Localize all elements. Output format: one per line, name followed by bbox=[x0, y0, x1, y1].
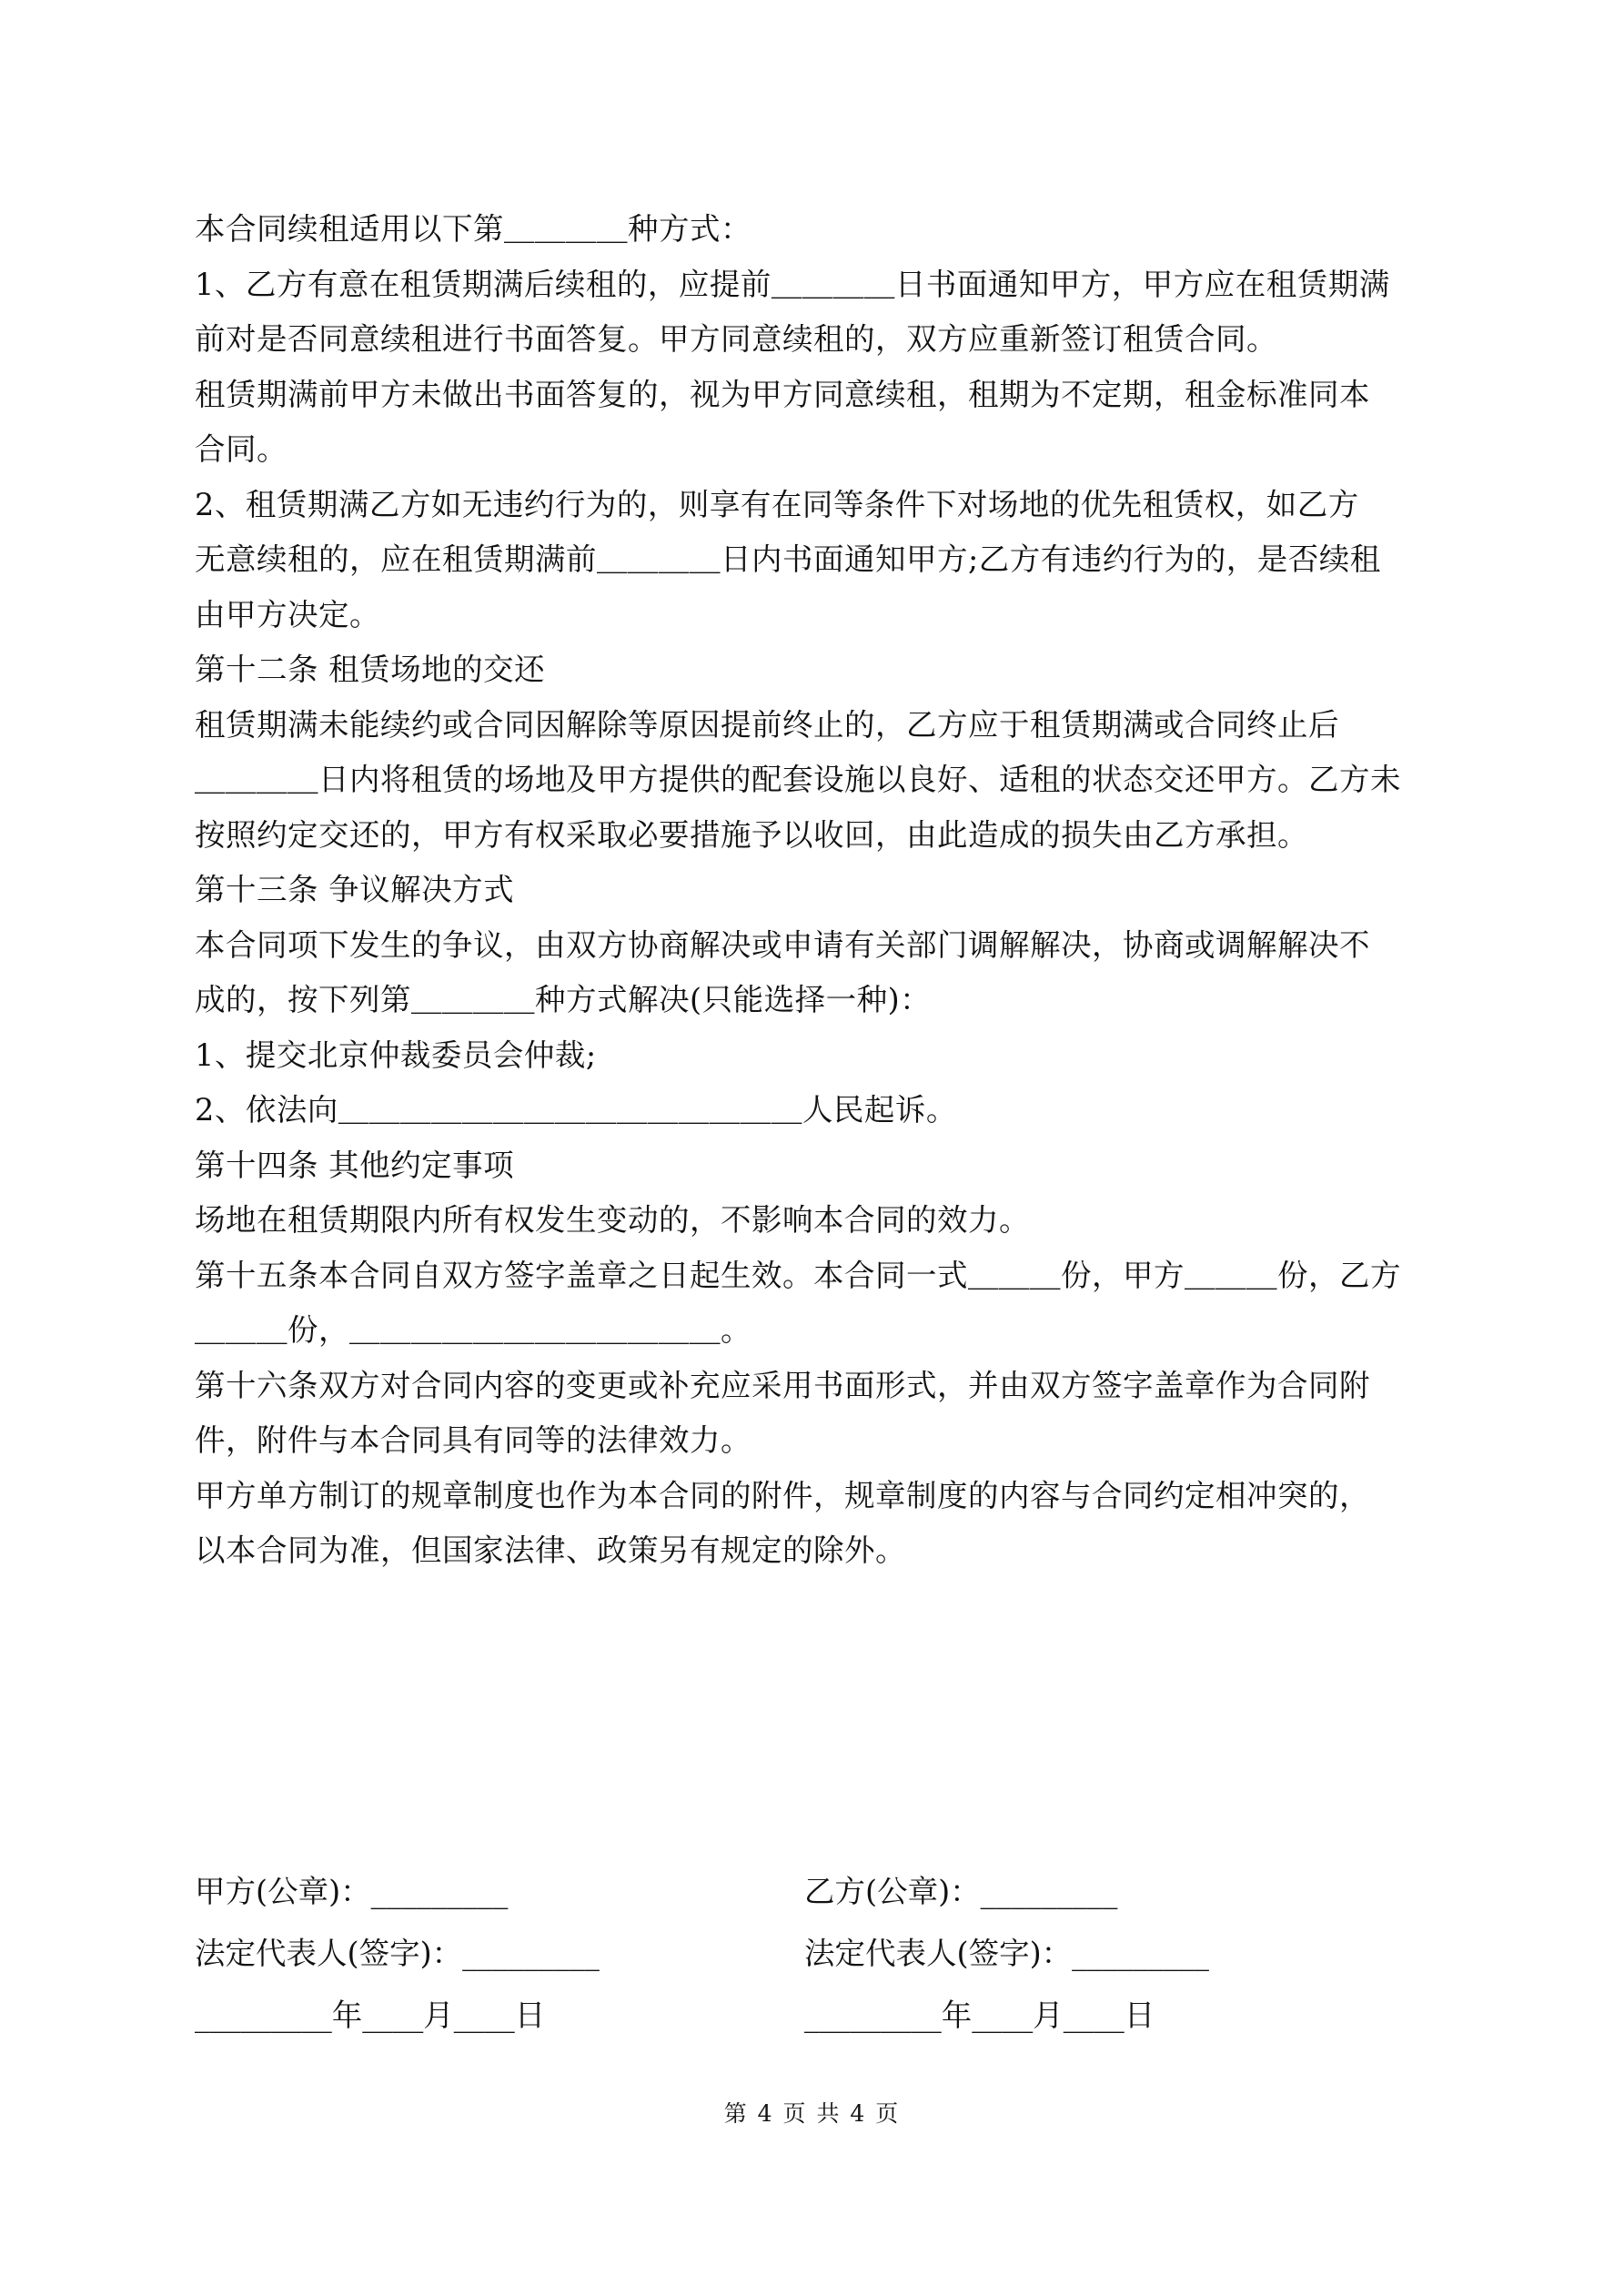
text-line: ＿＿＿＿日内将租赁的场地及甲方提供的配套设施以良好、适租的状态交还甲方。乙方未 bbox=[195, 762, 1401, 797]
seal-row bbox=[195, 1861, 1439, 1923]
section-heading: 第十三条 争议解决方式 bbox=[195, 872, 515, 907]
text-line: ＿＿＿份，＿＿＿＿＿＿＿＿＿＿＿＿。 bbox=[195, 1312, 751, 1348]
party-a-representative-field: 法定代表人(签字)：_________ bbox=[195, 1936, 600, 1971]
text-line: 租赁期满未能续约或合同因解除等原因提前终止的，乙方应于租赁期满或合同终止后 bbox=[195, 706, 1339, 743]
signature-block bbox=[195, 1861, 1439, 2047]
representative-row bbox=[195, 1923, 1439, 1985]
text-line: 2、依法向＿＿＿＿＿＿＿＿＿＿＿＿＿＿＿人民起诉。 bbox=[195, 1092, 957, 1128]
party-b-representative-field: 法定代表人(签字)：_________ bbox=[804, 1936, 1209, 1971]
party-a-date-field: _________年____月____日 bbox=[195, 1998, 546, 2033]
text-line: 第十六条双方对合同内容的变更或补充应采用书面形式，并由双方签字盖章作为合同附 bbox=[195, 1367, 1370, 1403]
party-b-date-field: _________年____月____日 bbox=[804, 1998, 1155, 2033]
text-line: 按照约定交还的，甲方有权采取必要措施予以收回，由此造成的损失由乙方承担。 bbox=[195, 816, 1308, 853]
text-line: 本合同续租适用以下第＿＿＿＿种方式： bbox=[195, 211, 751, 247]
text-line: 1、提交北京仲裁委员会仲裁; bbox=[195, 1037, 597, 1073]
text-line: 第十五条本合同自双方签字盖章之日起生效。本合同一式＿＿＿份，甲方＿＿＿份，乙方 bbox=[195, 1257, 1401, 1293]
party-b-seal-field: 乙方(公章)：_________ bbox=[804, 1874, 1118, 1909]
text-line: 成的，按下列第＿＿＿＿种方式解决(只能选择一种)： bbox=[195, 982, 932, 1017]
contract-body bbox=[195, 202, 1439, 1579]
text-line: 合同。 bbox=[195, 431, 287, 467]
text-line: 本合同项下发生的争议，由双方协商解决或申请有关部门调解解决，协商或调解解决不 bbox=[195, 926, 1370, 963]
text-line: 甲方单方制订的规章制度也作为本合同的附件，规章制度的内容与合同约定相冲突的， bbox=[195, 1477, 1370, 1513]
text-line: 租赁期满前甲方未做出书面答复的，视为甲方同意续租，租期为不定期，租金标准同本 bbox=[195, 376, 1370, 412]
text-line: 2、租赁期满乙方如无违约行为的，则享有在同等条件下对场地的优先租赁权，如乙方 bbox=[195, 486, 1359, 522]
section-heading: 第十二条 租赁场地的交还 bbox=[195, 652, 546, 687]
text-line: 以本合同为准，但国家法律、政策另有规定的除外。 bbox=[195, 1532, 906, 1568]
party-a-seal-field: 甲方(公章)：_________ bbox=[195, 1874, 509, 1909]
text-line: 前对是否同意续租进行书面答复。甲方同意续租的，双方应重新签订租赁合同。 bbox=[195, 321, 1277, 357]
text-line: 件，附件与本合同具有同等的法律效力。 bbox=[195, 1422, 751, 1458]
text-line: 场地在租赁期限内所有权发生变动的，不影响本合同的效力。 bbox=[195, 1202, 1030, 1238]
text-line: 由甲方决定。 bbox=[195, 596, 380, 632]
section-heading: 第十四条 其他约定事项 bbox=[195, 1147, 515, 1183]
text-line: 1、乙方有意在租赁期满后续租的，应提前＿＿＿＿日书面通知甲方，甲方应在租赁期满 bbox=[195, 266, 1390, 302]
text-line: 无意续租的，应在租赁期满前＿＿＿＿日内书面通知甲方;乙方有违约行为的，是否续租 bbox=[195, 541, 1381, 577]
date-row bbox=[195, 1985, 1439, 2047]
page-number: 第 4 页 共 4 页 bbox=[723, 2100, 901, 2127]
